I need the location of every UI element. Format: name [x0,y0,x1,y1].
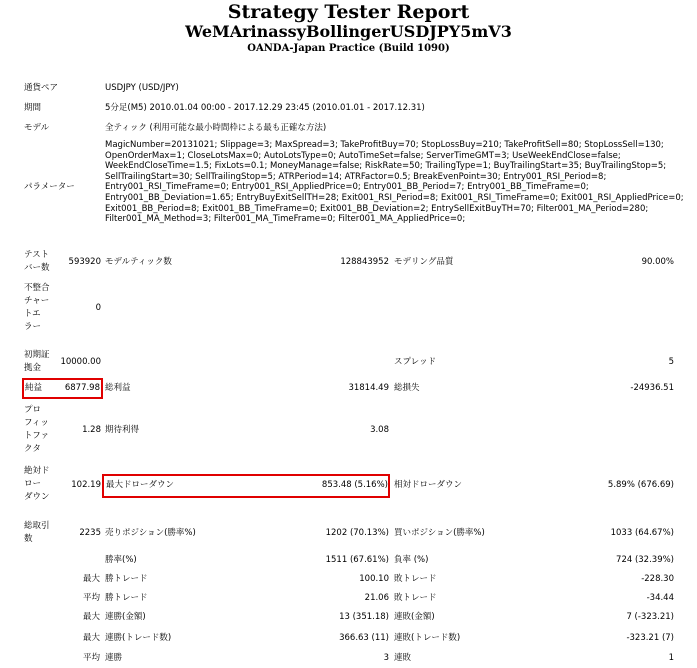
average-consecutive-losses-label: 連敗 [394,653,412,663]
profit-factor-label-line3: トファ [24,431,50,441]
max-consecutive-wins-value: 13 (351.18) [339,612,389,622]
spread-value: 5 [668,357,674,367]
ticks-value: 128843952 [340,257,389,267]
average-loss-label: 敗トレード [394,593,437,603]
max-consecutive-losses-label: 連敗(金額) [394,612,435,622]
average-loss-value: -34.44 [646,593,674,603]
model-value: 全ティック (利用可能な最小時間枠による最も正確な方法) [105,123,327,133]
gross-loss-label: 総損失 [394,383,420,393]
average-consecutive-losses-value: 1 [668,653,674,663]
quality-value: 90.00% [641,257,674,267]
profit-trades-value: 1511 (67.61%) [325,555,389,565]
total-trades-label-line1: 総取引 [24,521,50,531]
spread-label: スプレッド [394,357,437,367]
mismatch-label-line2: チャー [24,296,50,306]
abs-drawdown-label-line2: ロー [24,479,42,489]
expected-payoff-value: 3.08 [370,425,389,435]
bars-value: 593920 [68,257,101,267]
model-label: モデル [24,123,50,133]
net-profit-label: 純益 [25,383,43,393]
profit-factor-label-line4: クタ [24,444,41,454]
parameters-label: パラメーター [24,182,75,192]
gross-profit-label: 総利益 [105,383,131,393]
loss-trades-label: 負率 (%) [394,555,429,565]
rel-drawdown-value: 5.89% (676.69) [607,480,674,490]
total-trades-value: 2235 [79,528,101,538]
deposit-label-line1: 初期証 [24,350,50,360]
mismatch-value: 0 [95,303,101,313]
period-value: 5分足(M5) 2010.01.04 00:00 - 2017.12.29 23:45 (2010.01.01 - 2017.12.31) [105,103,425,113]
max-consecutive-label: 最大 [82,612,100,622]
short-positions-value: 1202 (70.13%) [325,528,389,538]
max-consecutive-wins-label: 連勝(金額) [105,612,146,622]
gross-loss-value: -24936.51 [630,383,674,393]
quality-label: モデリング品質 [394,257,454,267]
long-positions-value: 1033 (64.67%) [610,528,674,538]
max-drawdown-label: 最大ドローダウン [106,480,175,490]
server-name: OANDA-Japan Practice (Build 1090) [247,43,450,54]
symbol-label: 通貨ペア [24,83,59,93]
max-consecutive-profit-label: 連勝(トレード数) [105,633,172,643]
largest-win-value: 100.10 [359,574,389,584]
total-trades-label-line2: 数 [24,534,33,544]
max-consecutive-loss-amount-value: -323.21 (7) [626,633,674,643]
max-consecutive-label-2: 最大 [82,633,100,643]
profit-factor-value: 1.28 [82,425,101,435]
bars-label-line2: バー数 [24,263,50,273]
average-consecutive-wins-value: 3 [383,653,389,663]
rel-drawdown-label: 相対ドローダウン [394,480,463,490]
largest-loss-label: 敗トレード [394,574,437,584]
profit-trades-label: 勝率(%) [105,555,137,565]
strategy-name: WeMArinassyBollingerUSDJPY5mV3 [185,22,512,41]
average-consecutive-wins-label: 連勝 [105,653,123,663]
loss-trades-value: 724 (32.39%) [616,555,674,565]
max-consecutive-losses-value: 7 (-323.21) [626,612,674,622]
average-consecutive-label: 平均 [82,653,100,663]
ticks-label: モデルティック数 [105,257,172,267]
deposit-label-line2: 拠金 [24,363,42,373]
mismatch-label-line4: ラー [24,322,42,332]
report-title: Strategy Tester Report [227,1,470,23]
symbol-value: USDJPY (USD/JPY) [105,83,179,93]
largest-loss-value: -228.30 [641,574,674,584]
net-profit-value: 6877.98 [64,383,100,393]
abs-drawdown-label-line1: 絶対ド [24,466,50,476]
deposit-value: 10000.00 [60,357,101,367]
largest-win-label: 勝トレード [105,574,148,584]
average-win-value: 21.06 [364,593,389,603]
abs-drawdown-value: 102.19 [71,480,101,490]
bars-label-line1: テスト [24,250,50,260]
parameters-value: MagicNumber=20131021; Slippage=3; MaxSpread=3; TakeProfitBuy=70; StopLossBuy=210; TakeProfitSell=80; StopLossSell=130; OpenOrderMax=1; CloseLotsMax=0; AutoLotsType=0; AutoTimeSet=false; ServerTimeGMT=3; UseWeekEndClose=false; WeekEndCloseTime=1.5; FixLots=0.1; MoneyManage=false; RiskRate=50; TrailingType=1; BuyTrailingStart=35; BuyTrailingStop=5; SellTrailingStart=30; SellTrailingStop=5; ATRPeriod=14; ATRFactor=0.5; BreakEvenPoint=30; Entry001_RSI_Period=8; Entry001_RSI_TimeFrame=0; Entry001_RSI_AppliedPrice=0; Entry001_BB_Period=7; Entry001_BB_TimeFrame=0; Entry001_BB_Deviation=1.65; EntryBuyExitSellTH=28; Exit001_RSI_Period=8; Exit001_RSI_TimeFrame=0; Exit001_RSI_AppliedPrice=0; Exit001_BB_Period=8; Exit001_BB_TimeFrame=0; Exit001_BB_Deviation=2; EntrySellExitBuyTH=70; Filter001_MA_Period=280; Filter001_MA_Method=3; Filter001_MA_TimeFrame=0; Filter001_MA_AppliedPrice=0; [105,140,684,225]
period-label: 期間 [24,103,42,113]
average-label: 平均 [82,593,100,603]
profit-factor-label-line2: フィッ [24,418,49,428]
mismatch-label-line3: トエ [24,309,41,319]
long-positions-label: 買いポジション(勝率%) [394,528,485,538]
max-consecutive-loss-amount-label: 連敗(トレード数) [394,633,461,643]
gross-profit-value: 31814.49 [348,383,389,393]
abs-drawdown-label-line3: ダウン [24,492,50,502]
max-drawdown-value: 853.48 (5.16%) [321,480,388,490]
average-win-label: 勝トレード [105,593,148,603]
expected-payoff-label: 期待利得 [105,425,140,435]
mismatch-label-line1: 不整合 [24,283,50,293]
largest-label: 最大 [82,574,100,584]
max-consecutive-profit-value: 366.63 (11) [339,633,389,643]
short-positions-label: 売りポジション(勝率%) [105,528,196,538]
profit-factor-label-line1: プロ [24,405,42,415]
